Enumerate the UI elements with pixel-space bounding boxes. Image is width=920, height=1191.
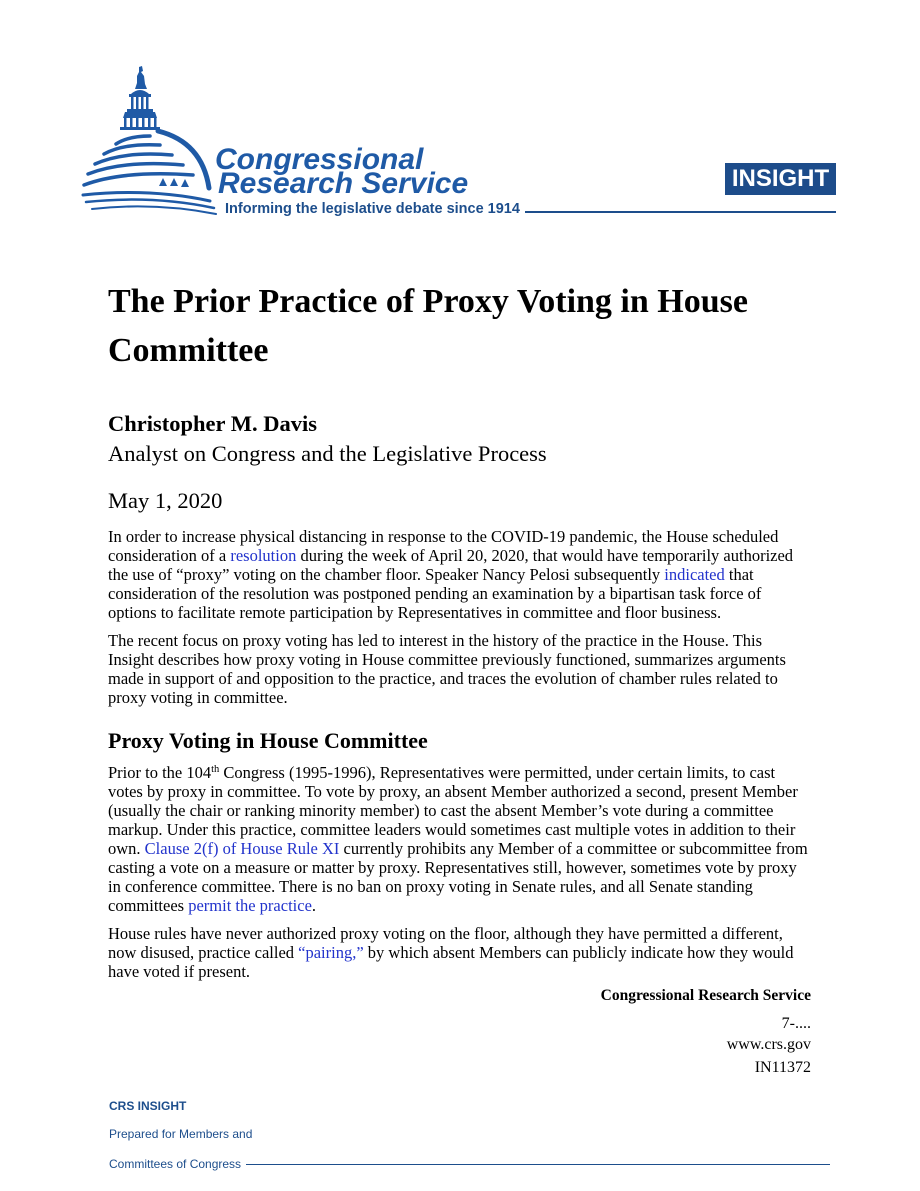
text-line: have voted if present.	[108, 962, 251, 981]
body-paragraph	[108, 763, 808, 915]
footer-series-label: CRS INSIGHT	[109, 1099, 187, 1113]
insight-badge: INSIGHT	[725, 163, 836, 195]
text-line: casting a vote on a measure or matter by proxy. Representatives still, however, sometimes vote by proxy	[108, 858, 797, 877]
org-name	[215, 143, 469, 200]
inline-link[interactable]: “pairing,”	[298, 943, 364, 962]
publication-date: May 1, 2020	[108, 488, 223, 513]
text-line: markup. Under this practice, committee leaders would sometimes cast multiple votes in addition to their	[108, 820, 796, 839]
author-name: Christopher M. Davis	[108, 411, 317, 436]
body-paragraph	[108, 924, 808, 981]
title-line: The Prior Practice of Proxy Voting in House	[108, 283, 748, 320]
text-line: made in support of and opposition to the practice, and traces the evolution of chamber rules related to	[108, 669, 778, 688]
text-line: the use of “proxy” voting on the chamber floor. Speaker Nancy Pelosi subsequently indicated that	[108, 565, 754, 584]
text-line: Insight describes how proxy voting in House committee previously functioned, summarizes arguments	[108, 650, 786, 669]
superscript: th	[211, 764, 220, 775]
publisher-name: Congressional Research Service	[600, 987, 811, 1004]
publisher-code: 7-....	[781, 1015, 811, 1032]
text-line: (usually the chair or ranking minority member) to cast the absent Member’s vote during a committee	[108, 801, 774, 820]
document-title	[108, 277, 748, 375]
author-role: Analyst on Congress and the Legislative Process	[108, 441, 547, 466]
text-line: committees permit the practice.	[108, 896, 317, 915]
author-block	[108, 409, 547, 469]
inline-link[interactable]: resolution	[230, 546, 297, 565]
text-line: votes by proxy in committee. To vote by proxy, an absent Member authorized a second, present Member	[108, 782, 798, 801]
org-tagline: Informing the legislative debate since 1914	[225, 201, 520, 217]
title-line: Committee	[108, 332, 269, 369]
text-line: In order to increase physical distancing in response to the COVID-19 pandemic, the House scheduled	[108, 527, 779, 546]
inline-link[interactable]: indicated	[664, 565, 725, 584]
text-line: consideration of the resolution was postponed pending an examination by a bipartisan task force of	[108, 584, 762, 603]
org-name-line: Congressional	[215, 143, 424, 176]
text-line: own. Clause 2(f) of House Rule XI currently prohibits any Member of a committee or subcommittee from	[108, 839, 808, 858]
capitol-dome-icon	[0, 0, 220, 222]
text-line: proxy voting in committee.	[108, 688, 288, 707]
body-paragraph	[108, 631, 793, 707]
footer-line: Committees of Congress	[109, 1157, 242, 1171]
text-line: The recent focus on proxy voting has led to interest in the history of the practice in the House. This	[108, 631, 763, 650]
section-body	[108, 763, 808, 981]
section-heading: Proxy Voting in House Committee	[108, 728, 428, 753]
publisher-url: www.crs.gov	[726, 1036, 811, 1053]
text-line: Prior to the 104th Congress (1995-1996), Representatives were permitted, under certain limits, to cast	[108, 763, 776, 782]
footer-line: Prepared for Members and	[109, 1127, 253, 1141]
text-line: House rules have never authorized proxy voting on the floor, although they have permitted a different,	[108, 924, 783, 943]
inline-link[interactable]: permit the practice	[188, 896, 312, 915]
org-name-line: Research Service	[218, 167, 469, 200]
footer-rule	[246, 1164, 830, 1165]
text-line: options to facilitate remote participation by Representatives in committee and floor business.	[108, 603, 722, 622]
text-line: consideration of a resolution during the week of April 20, 2020, that would have temporarily authorized	[108, 546, 794, 565]
body-paragraph	[108, 527, 793, 622]
product-id: IN11372	[754, 1059, 811, 1076]
text-line: now disused, practice called “pairing,” by which absent Members can publicly indicate how they would	[108, 943, 794, 962]
inline-link[interactable]: Clause 2(f) of House Rule XI	[144, 839, 340, 858]
text-line: in conference committee. There is no ban on proxy voting in Senate rules, and all Senate standing	[108, 877, 753, 896]
intro-text	[108, 527, 793, 707]
masthead-rule	[525, 211, 836, 213]
